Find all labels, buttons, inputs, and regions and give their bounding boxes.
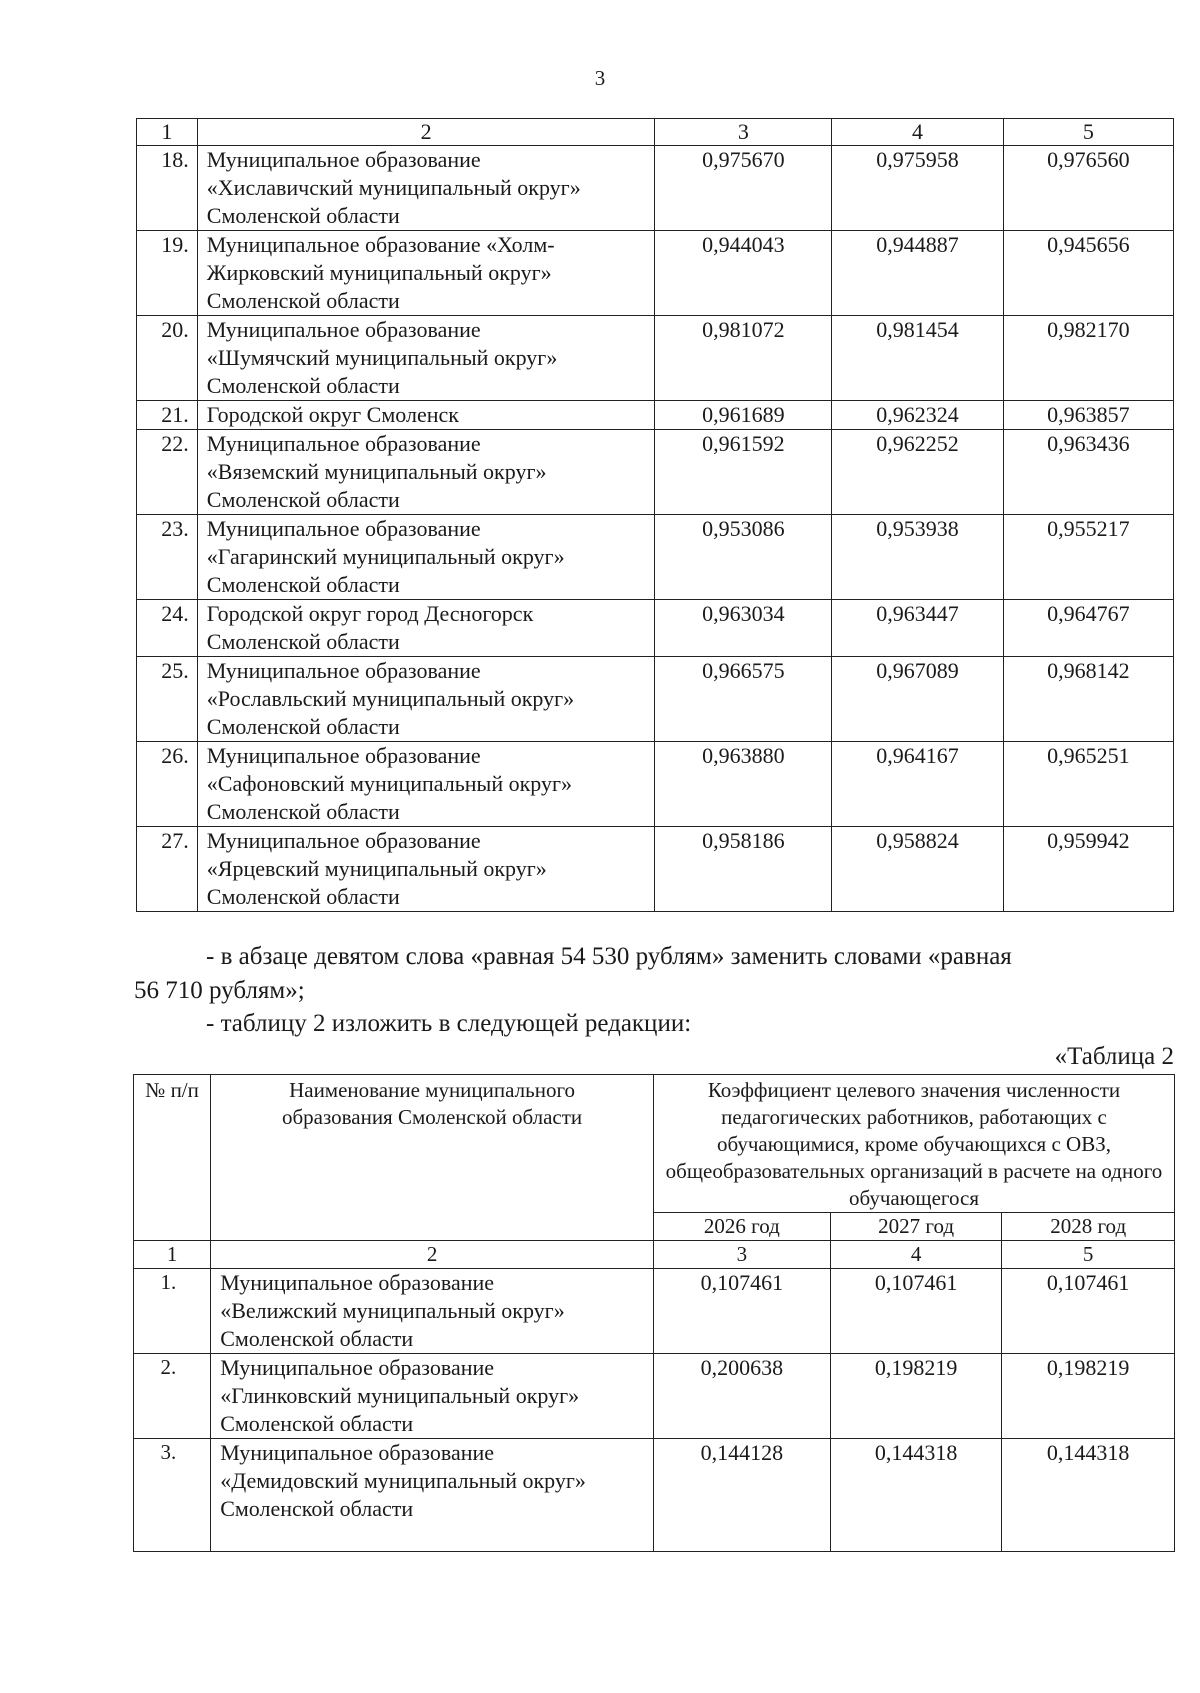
table-2-colnum-1: 1	[134, 1241, 211, 1269]
amendment-paragraph-1-line-1: - в абзаце девятом слова «равная 54 530 рублям» заменить словами «равная	[206, 943, 1012, 970]
table-1-name-line: Смоленской области	[206, 572, 400, 597]
amendment-paragraph-2: - таблицу 2 изложить в следующей редакции:	[206, 1010, 692, 1037]
table-2-name-line: «Велижский муниципальный округ»	[220, 1298, 565, 1323]
table-1-name-line: Муниципальное образование	[206, 317, 481, 342]
table-1-name-line: Муниципальное образование	[206, 658, 481, 683]
table-2-row-number: 2.	[134, 1354, 211, 1439]
table-1-municipality-name	[197, 657, 655, 742]
table-1-row	[137, 827, 1174, 912]
table-1-value-col-4: 0,944887	[832, 231, 1003, 316]
table-1-value-col-5: 0,959942	[1003, 827, 1173, 912]
table-2-name-line: Смоленской области	[220, 1496, 414, 1521]
table-1-name-line: Смоленской области	[206, 373, 400, 398]
table-1-name-line: «Гагаринский муниципальный округ»	[206, 544, 565, 569]
table-2-value-col-5: 0,107461	[1002, 1269, 1175, 1354]
table-1-name-line: Муниципальное образование	[206, 431, 481, 456]
table-1-name-line: «Вяземский муниципальный округ»	[206, 459, 547, 484]
table-1-row	[137, 316, 1174, 401]
table-2-value-col-4: 0,107461	[830, 1269, 1002, 1354]
table-2-name-line: «Глинковский муниципальный округ»	[220, 1383, 580, 1408]
table-1-value-col-5: 0,965251	[1003, 742, 1173, 827]
table-2-header-no: № п/п	[134, 1075, 211, 1241]
table-1-municipality-name	[197, 146, 655, 231]
table-1-value-col-5: 0,982170	[1003, 316, 1173, 401]
table-2-year-2026: 2026 год	[653, 1213, 830, 1241]
table-1-row-number: 25.	[137, 657, 198, 742]
table-1-row	[137, 600, 1174, 657]
table-1-value-col-3: 0,961689	[655, 401, 832, 430]
table-1-name-line: Смоленской области	[206, 288, 400, 313]
table-1-municipality-name	[197, 401, 655, 430]
table-2-row	[134, 1354, 1175, 1439]
table-1-value-col-4: 0,962324	[832, 401, 1003, 430]
table-2-name-line: «Демидовский муниципальный округ»	[220, 1468, 586, 1493]
table-1-name-line: «Хиславичский муниципальный округ»	[206, 175, 581, 200]
table-2-municipality-name	[211, 1269, 654, 1354]
table-1-row	[137, 742, 1174, 827]
table-1-header-col-2: 2	[197, 119, 655, 146]
table-2-value-col-5: 0,144318	[1002, 1439, 1175, 1552]
table-1-row-number: 21.	[137, 401, 198, 430]
table-1-municipality-name	[197, 600, 655, 657]
table-1-row-number: 19.	[137, 231, 198, 316]
table-2-name-line: Муниципальное образование	[220, 1440, 495, 1465]
table-1-name-line: Жирковский муниципальный округ»	[206, 260, 552, 285]
table-2-year-2027: 2027 год	[830, 1213, 1002, 1241]
table-1-value-col-5: 0,976560	[1003, 146, 1173, 231]
table-1-value-col-3: 0,958186	[655, 827, 832, 912]
table-1-value-col-5: 0,963436	[1003, 430, 1173, 515]
table-2-value-col-3: 0,144128	[653, 1439, 830, 1552]
table-2-colnum-4: 4	[830, 1241, 1002, 1269]
table-1-body	[137, 146, 1174, 912]
table-2-colnum-2: 2	[211, 1241, 654, 1269]
table-1-value-col-5: 0,963857	[1003, 401, 1173, 430]
table-1-value-col-3: 0,953086	[655, 515, 832, 600]
table-1-row-number: 20.	[137, 316, 198, 401]
table-1-value-col-3: 0,966575	[655, 657, 832, 742]
table-1-value-col-4: 0,967089	[832, 657, 1003, 742]
table-1-value-col-3: 0,944043	[655, 231, 832, 316]
table-2-year-2028: 2028 год	[1002, 1213, 1175, 1241]
table-2-row	[134, 1439, 1175, 1552]
table-1-row	[137, 657, 1174, 742]
table-1-value-col-4: 0,981454	[832, 316, 1003, 401]
table-1-row	[137, 231, 1174, 316]
table-1-value-col-4: 0,964167	[832, 742, 1003, 827]
table-1-row-number: 22.	[137, 430, 198, 515]
table-1-name-line: «Ярцевский муниципальный округ»	[206, 856, 547, 881]
table-1-name-line: «Шумячский муниципальный округ»	[206, 345, 558, 370]
table-1-row	[137, 515, 1174, 600]
table-2-municipality-name	[211, 1439, 654, 1552]
table-2-row-number: 1.	[134, 1269, 211, 1354]
table-2-row-number: 3.	[134, 1439, 211, 1552]
table-1-name-line: Муниципальное образование	[206, 828, 481, 853]
table-1-name-line: Смоленской области	[206, 799, 400, 824]
table-1-value-col-5: 0,964767	[1003, 600, 1173, 657]
table-1-row-number: 24.	[137, 600, 198, 657]
table-2-municipality-name	[211, 1354, 654, 1439]
table-1-municipality-name	[197, 316, 655, 401]
table-2-value-col-3: 0,107461	[653, 1269, 830, 1354]
table-1-row-number: 26.	[137, 742, 198, 827]
table-1-value-col-3: 0,963034	[655, 600, 832, 657]
table-1-header-col-4: 4	[832, 119, 1003, 146]
table-1-value-col-4: 0,953938	[832, 515, 1003, 600]
table-2-row	[134, 1269, 1175, 1354]
table-1-row-number: 27.	[137, 827, 198, 912]
table-1-name-line: «Сафоновский муниципальный округ»	[206, 771, 573, 796]
table-1-name-line: Смоленской области	[206, 487, 400, 512]
table-2-value-col-3: 0,200638	[653, 1354, 830, 1439]
table-1-continuation	[136, 118, 1174, 912]
amendment-paragraph-1-line-2: 56 710 рублям»;	[134, 977, 305, 1004]
table-2-colnum-3: 3	[653, 1241, 830, 1269]
table-2-value-col-4: 0,198219	[830, 1354, 1002, 1439]
table-2-name-line: Муниципальное образование	[220, 1270, 495, 1295]
table-1-name-line: Смоленской области	[206, 714, 400, 739]
table-1-name-line: Муниципальное образование «Холм-	[206, 232, 555, 257]
table-1-header-row	[137, 119, 1174, 146]
table-2-name-line: Смоленской области	[220, 1326, 414, 1351]
table-1-municipality-name	[197, 827, 655, 912]
table-1-value-col-4: 0,975958	[832, 146, 1003, 231]
table-2-name-line: Муниципальное образование	[220, 1355, 495, 1380]
table-2-value-col-5: 0,198219	[1002, 1354, 1175, 1439]
table-2-header-name: Наименование муниципального образования Смоленской области	[211, 1075, 654, 1241]
table-2-value-col-4: 0,144318	[830, 1439, 1002, 1552]
table-1-name-line: Городской округ город Десногорск	[206, 601, 534, 626]
table-2-header-coefficient: Коэффициент целевого значения численности педагогических работников, работающих с обучающимися, кроме обучающихся с ОВЗ, общеобразовательных организаций в расчете на одного обучающегося	[653, 1075, 1174, 1213]
table-1-value-col-3: 0,963880	[655, 742, 832, 827]
table-1-value-col-3: 0,981072	[655, 316, 832, 401]
table-1-row-number: 23.	[137, 515, 198, 600]
table-1-municipality-name	[197, 515, 655, 600]
table-1-value-col-4: 0,958824	[832, 827, 1003, 912]
table-1-municipality-name	[197, 430, 655, 515]
table-1-row	[137, 401, 1174, 430]
table-1-header-col-5: 5	[1003, 119, 1173, 146]
table-2-name-line: Смоленской области	[220, 1411, 414, 1436]
table-2-caption: «Таблица 2	[1054, 1043, 1174, 1070]
table-1-municipality-name	[197, 231, 655, 316]
table-1-value-col-5: 0,955217	[1003, 515, 1173, 600]
table-2-header-row	[134, 1075, 1175, 1213]
table-1-value-col-3: 0,961592	[655, 430, 832, 515]
table-1-row	[137, 430, 1174, 515]
page-number: 3	[594, 66, 606, 90]
table-1-row-number: 18.	[137, 146, 198, 231]
table-1-municipality-name	[197, 742, 655, 827]
table-1-name-line: «Рославльский муниципальный округ»	[206, 686, 575, 711]
table-1-name-line: Смоленской области	[206, 629, 400, 654]
table-1-name-line: Смоленской области	[206, 884, 400, 909]
table-1-header-col-3: 3	[655, 119, 832, 146]
table-1-name-line: Муниципальное образование	[206, 743, 481, 768]
table-1-value-col-5: 0,968142	[1003, 657, 1173, 742]
table-1-name-line: Городской округ Смоленск	[206, 402, 459, 427]
table-2-colnum-5: 5	[1002, 1241, 1175, 1269]
table-2-body	[134, 1269, 1175, 1552]
table-2-column-numbers-row	[134, 1241, 1175, 1269]
table-2	[133, 1074, 1175, 1552]
table-1-value-col-5: 0,945656	[1003, 231, 1173, 316]
table-1-name-line: Муниципальное образование	[206, 516, 481, 541]
table-1-value-col-4: 0,963447	[832, 600, 1003, 657]
table-1-name-line: Муниципальное образование	[206, 147, 481, 172]
table-1-value-col-3: 0,975670	[655, 146, 832, 231]
table-1-value-col-4: 0,962252	[832, 430, 1003, 515]
table-1-header-col-1: 1	[137, 119, 198, 146]
table-1-row	[137, 146, 1174, 231]
table-1-name-line: Смоленской области	[206, 203, 400, 228]
